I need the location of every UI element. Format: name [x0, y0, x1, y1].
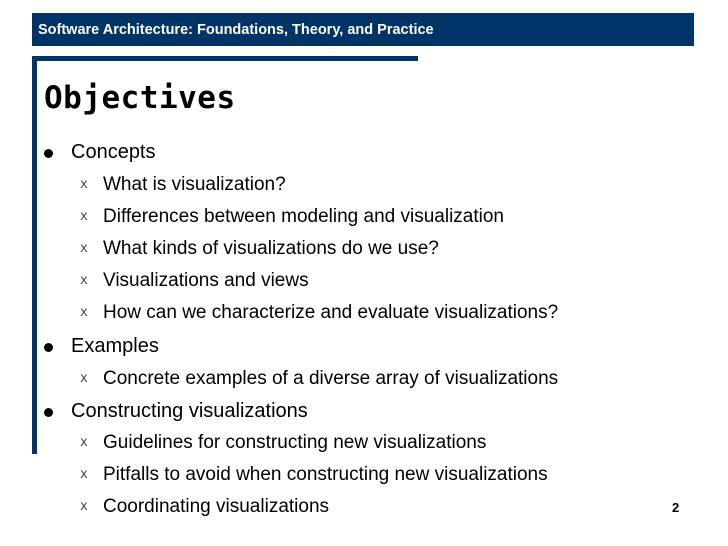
- bullet-label: Constructing visualizations: [71, 400, 308, 422]
- x-bullet-icon: x: [80, 499, 88, 514]
- page-number: 2: [672, 500, 680, 515]
- x-bullet-icon: x: [80, 273, 88, 288]
- bullet-label: Examples: [71, 335, 159, 357]
- sub-bullet-label: Visualizations and views: [103, 270, 309, 291]
- bullet-label: Concepts: [71, 141, 156, 163]
- bullet-dot-icon: [44, 343, 53, 352]
- x-bullet-icon: x: [80, 435, 88, 450]
- x-bullet-icon: x: [80, 467, 88, 482]
- header-bar: [32, 13, 694, 46]
- decorative-left-rule: [32, 56, 37, 454]
- x-bullet-icon: x: [80, 177, 88, 192]
- decorative-top-rule: [32, 56, 418, 61]
- sub-bullet-label: Differences between modeling and visualization: [103, 206, 505, 227]
- x-bullet-icon: x: [80, 209, 88, 224]
- sub-bullet-label: How can we characterize and evaluate visualizations?: [103, 302, 559, 323]
- header-title: Software Architecture: Foundations, Theory, and Practice: [38, 21, 434, 38]
- sub-bullet-label: What kinds of visualizations do we use?: [103, 238, 439, 259]
- sub-bullet-label: Coordinating visualizations: [103, 496, 330, 517]
- sub-bullet-label: What is visualization?: [103, 174, 286, 195]
- sub-bullet-label: Pitfalls to avoid when constructing new visualizations: [103, 464, 548, 485]
- x-bullet-icon: x: [80, 371, 88, 386]
- slide-title: Objectives: [44, 80, 236, 116]
- bullet-dot-icon: [44, 408, 53, 417]
- bullet-dot-icon: [44, 149, 53, 158]
- sub-bullet-label: Guidelines for constructing new visualizations: [103, 432, 487, 453]
- x-bullet-icon: x: [80, 241, 88, 256]
- x-bullet-icon: x: [80, 305, 88, 320]
- sub-bullet-label: Concrete examples of a diverse array of visualizations: [103, 368, 559, 389]
